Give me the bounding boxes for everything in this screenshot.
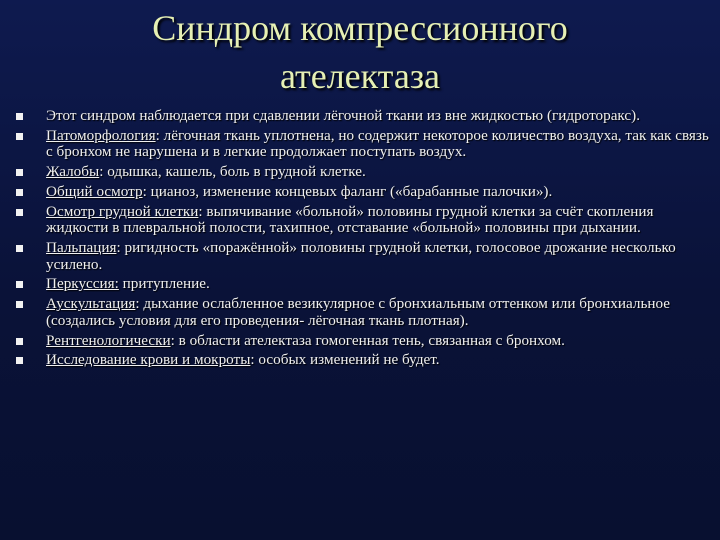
bullet-item (16, 333, 710, 350)
bullet-term: Пальпация (46, 239, 117, 257)
bullet-item (16, 128, 710, 161)
square-bullet-icon (16, 133, 23, 140)
square-bullet-icon (16, 209, 23, 216)
bullet-text: : дыхание ослабленное везикулярное с бронхиальным оттенком или бронхиальное (создались условия для его проведения- лёгочная ткань плотная). (46, 295, 671, 329)
square-bullet-icon (16, 357, 23, 364)
slide-title-line-2: ателектаза (279, 56, 441, 96)
bullet-item (16, 296, 710, 329)
bullet-item (16, 352, 710, 369)
square-bullet-icon (16, 169, 23, 176)
bullet-term: Осмотр грудной клетки (46, 202, 199, 220)
bullet-item (16, 276, 710, 293)
bullet-text: : в области ателектаза гомогенная тень, связанная с бронхом. (170, 331, 565, 349)
square-bullet-icon (16, 245, 23, 252)
square-bullet-icon (16, 281, 23, 288)
bullet-text: : ригидность «поражённой» половины грудной клетки, голосовое дрожание несколько усилено. (46, 239, 676, 273)
slide-title (40, 4, 680, 100)
square-bullet-icon (16, 189, 23, 196)
bullet-text: притупление. (118, 275, 210, 293)
square-bullet-icon (16, 301, 23, 308)
bullet-text: : одышка, кашель, боль в грудной клетке. (99, 163, 366, 181)
bullet-text: : цианоз, изменение концевых фаланг («барабанные палочки»). (142, 182, 553, 200)
bullet-term: Патоморфология (46, 126, 156, 144)
bullet-item (16, 164, 710, 181)
bullet-text: : выпячивание «больной» половины грудной клетки за счёт скопления жидкости в плевральной полости, тахипное, отставание «больной» половины при дыхании. (46, 202, 654, 237)
bullet-list (16, 108, 710, 372)
bullet-term: Общий осмотр (46, 182, 143, 200)
slide-title-line-1: Синдром компрессионного (152, 8, 568, 48)
bullet-item (16, 240, 710, 273)
bullet-text: : лёгочная ткань уплотнена, но содержит некоторое количество воздуха, так как связь с бронхом не нарушена и в легкие продолжает поступать воздух. (46, 126, 709, 161)
square-bullet-icon (16, 113, 23, 120)
bullet-text: Этот синдром наблюдается при сдавлении лёгочной ткани из вне жидкостью (гидроторакс). (46, 107, 641, 124)
bullet-item (16, 108, 710, 125)
bullet-term: Исследование крови и мокроты (46, 351, 251, 369)
bullet-term: Рентгенологически (46, 331, 171, 349)
bullet-text: : особых изменений не будет. (250, 351, 440, 369)
bullet-term: Аускультация (46, 295, 136, 313)
bullet-term: Перкуссия: (46, 275, 119, 293)
bullet-term: Жалобы (46, 163, 100, 181)
square-bullet-icon (16, 338, 23, 345)
bullet-item (16, 204, 710, 237)
bullet-item (16, 184, 710, 201)
